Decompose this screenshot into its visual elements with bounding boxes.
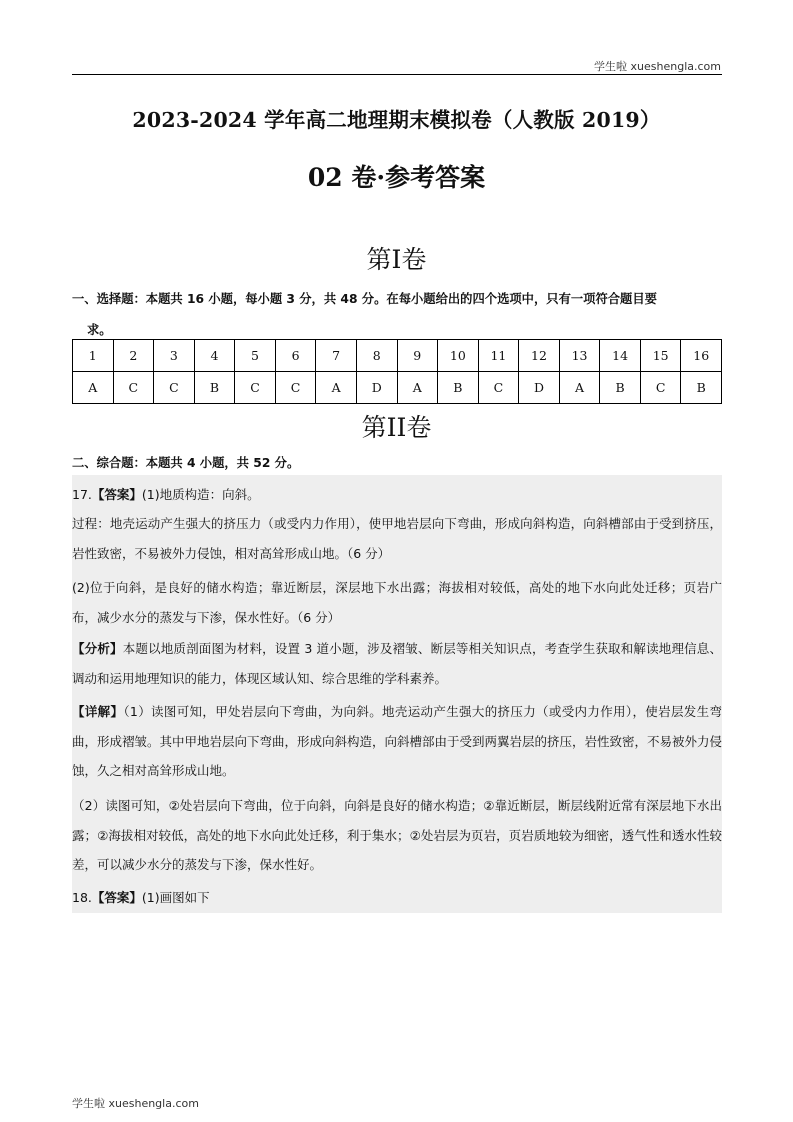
question-number: 10 [438,340,479,372]
answer-letter: A [397,372,438,404]
answer-letter: C [640,372,681,404]
answer-letter: C [113,372,154,404]
answer-table [72,339,722,404]
answer-letter: A [316,372,357,404]
question-number: 2 [113,340,154,372]
q17-answer-line [72,480,722,510]
part1-instruction [72,284,724,346]
part1-instruction-line1: 一、选择题：本题共 16 小题，每小题 3 分，共 48 分。在每小题给出的四个选项中，只有一项符合题目要 [72,292,657,306]
question-number: 9 [397,340,438,372]
q17-detail1: （1）读图可知，甲处岩层向下弯曲，为向斜。地壳运动产生强大的挤压力（或受内力作用），使岩层发生弯曲，形成褶皱。其中甲地岩层向下弯曲，形成向斜构造，向斜槽部由于受到两翼岩层的挤压，岩性致密，不易被外力侵蚀，久之相对高耸形成山地。 [72,704,723,778]
answer-letter: C [154,372,195,404]
header-divider [72,74,722,75]
answer-letter: B [681,372,722,404]
q18-number: 18. [72,890,92,905]
part1-instruction-line2: 求。 [87,323,112,337]
answer-table-answer-row [73,372,722,404]
q17-answer1: (1)地质构造：向斜。 [141,487,260,502]
header-site-label: 学生啦 xueshengla.com [594,60,721,73]
q17-process: 过程：地壳运动产生强大的挤压力（或受内力作用），使甲地岩层向下弯曲，形成向斜构造，向斜槽部由于受到挤压，岩性致密，不易被外力侵蚀，相对高耸形成山地。（6 分） [72,516,722,561]
answer-letter: B [600,372,641,404]
q17-analysis [72,634,722,693]
page-title: 2023-2024 学年高二地理期末模拟卷（人教版 2019） [132,108,661,132]
q17-answer-tag: 【答案】 [91,487,142,502]
question-number: 11 [478,340,519,372]
question-number: 3 [154,340,195,372]
footer-site-label: 学生啦 xueshengla.com [72,1097,199,1110]
answer-letter: D [356,372,397,404]
q18-answer-line [72,883,722,913]
answer-letter: C [235,372,276,404]
answer-letter: A [73,372,114,404]
q17-detail [72,697,722,786]
question-number: 16 [681,340,722,372]
answer-letter: B [438,372,479,404]
question-number: 5 [235,340,276,372]
part2-instruction: 二、综合题：本题共 4 小题，共 52 分。 [72,456,300,470]
question-number: 7 [316,340,357,372]
question-number: 13 [559,340,600,372]
answer-letter: B [194,372,235,404]
answer-letter: A [559,372,600,404]
answer-table-question-row [73,340,722,372]
question-number: 4 [194,340,235,372]
question-number: 14 [600,340,641,372]
part2-heading: 第II卷 [361,413,432,442]
question-number: 8 [356,340,397,372]
q17-detail2: （2）读图可知，②处岩层向下弯曲，位于向斜，向斜是良好的储水构造；②靠近断层，断层线附近常有深层地下水出露；②海拔相对较低，高处的地下水向此处迁移，利于集水；②处岩层为页岩，页岩质地较为细密，透气性和透水性较差，可以减少水分的蒸发与下渗，保水性好。 [72,798,722,872]
q18-answer-tag: 【答案】 [91,890,142,905]
answer-letter: C [478,372,519,404]
q17-detail-tag: 【详解】 [72,704,124,719]
q18-answer1: (1)画图如下 [141,890,210,905]
question-number: 12 [519,340,560,372]
q17-analysis-text: 本题以地质剖面图为材料，设置 3 道小题，涉及褶皱、断层等相关知识点，考查学生获取和解读地理信息、调动和运用地理知识的能力，体现区域认知、综合思维的学科素养。 [72,641,722,686]
answer-letter: D [519,372,560,404]
answer-letter: C [275,372,316,404]
question-number: 6 [275,340,316,372]
q17-number: 17. [72,487,92,502]
question-number: 15 [640,340,681,372]
part1-heading: 第I卷 [366,245,427,274]
page-subtitle: 02 卷·参考答案 [307,163,486,192]
question-number: 1 [73,340,114,372]
q17-analysis-tag: 【分析】 [72,641,123,656]
q17-answer2: (2)位于向斜，是良好的储水构造；靠近断层，深层地下水出露；海拔相对较低，高处的地下水向此处迁移；页岩广布，减少水分的蒸发与下渗，保水性好。（6 分） [72,580,722,625]
